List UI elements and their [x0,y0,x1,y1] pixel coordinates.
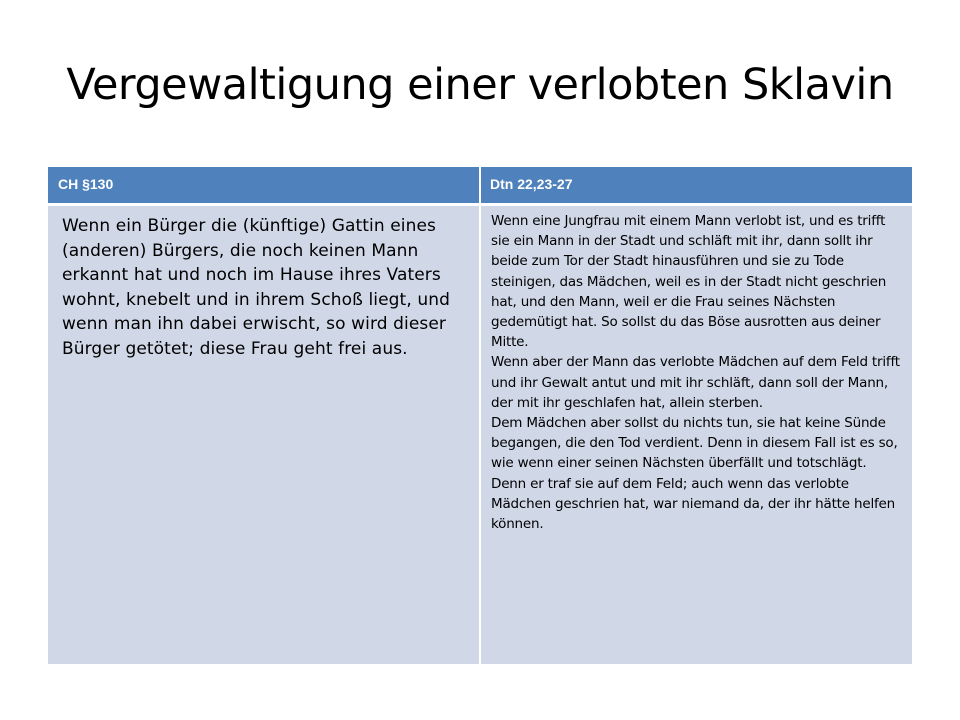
header-cell-dtn: Dtn 22,23-27 [490,176,573,192]
column-divider [479,167,481,664]
dtn-text-cell [481,206,912,534]
ch130-text-cell [48,206,479,362]
header-cell-ch130: CH §130 [58,176,114,192]
slide-title: Vergewaltigung einer verlobten Sklavin [66,60,894,110]
dtn-paragraph: Wenn eine Jungfrau mit einem Mann verlobt ist, und es trifft sie ein Mann in der Stadt und schläft mit ihr, dann sollt ihr beide zum Tor der Stadt hinausführen und sie zu Tode steinigen, das Mädchen, weil es in der Stadt nicht geschrien hat, und den Mann, weil er die Frau seines Nächsten gedemütigt hat. So sollst du das Böse ausrotten aus deiner Mitte. [491,213,887,351]
comparison-table [48,167,912,664]
dtn-paragraph: Wenn aber der Mann das verlobte Mädchen auf dem Feld trifft und ihr Gewalt antut und mit ihr schläft, dann soll der Mann, der mit ihr geschlafen hat, allein sterben. [491,354,900,411]
ch130-text: Wenn ein Bürger die (künftige) Gattin eines (anderen) Bürgers, die noch keinen Mann erkannt hat und noch im Hause ihres Vaters wohnt, knebelt und in ihrem Schoß liegt, und wenn man ihn dabei erwischt, so wird dieser Bürger getötet; diese Frau geht frei aus. [62,216,450,359]
dtn-paragraph: Dem Mädchen aber sollst du nichts tun, sie hat keine Sünde begangen, die den Tod verdient. Denn in diesem Fall ist es so, wie wenn einer seinen Nächsten überfällt und totschlägt. [491,415,898,472]
dtn-paragraph: Denn er traf sie auf dem Feld; auch wenn das verlobte Mädchen geschrien hat, war niemand da, der ihr hätte helfen können. [491,475,896,533]
